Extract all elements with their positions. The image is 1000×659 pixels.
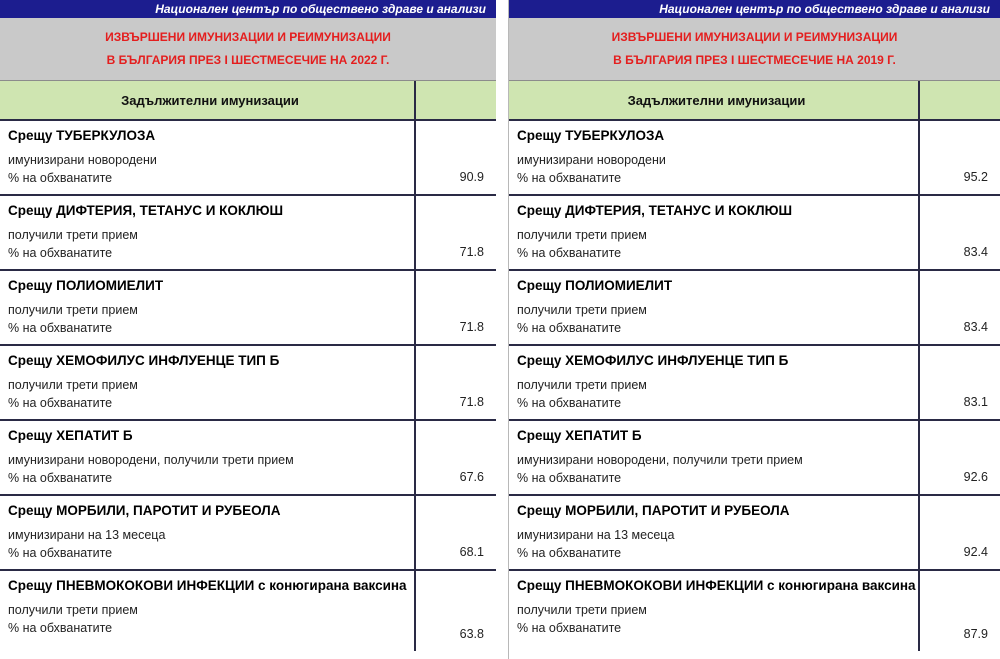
disease-label: ТУБЕРКУЛОЗА xyxy=(565,128,665,143)
disease-label: МОРБИЛИ, ПАРОТИТ И РУБЕОЛА xyxy=(56,503,281,518)
table-row xyxy=(0,196,496,271)
coverage-value: 87.9 xyxy=(963,627,988,641)
table-row xyxy=(0,571,496,651)
disease-name xyxy=(8,578,414,593)
disease-prefix: Срещу xyxy=(517,203,566,218)
table-row xyxy=(509,121,1000,196)
table-row xyxy=(0,421,496,496)
coverage-value: 63.8 xyxy=(459,627,484,641)
coverage-value: 90.9 xyxy=(459,170,484,184)
disease-prefix: Срещу xyxy=(517,503,566,518)
coverage-value: 71.8 xyxy=(459,245,484,259)
report-title-line1: ИЗВЪРШЕНИ ИМУНИЗАЦИИ И РЕИМУНИЗАЦИИ xyxy=(105,30,391,44)
table-row xyxy=(0,346,496,421)
institution-header: Национален център по обществено здраве и анализи xyxy=(509,0,1000,18)
disease-prefix: Срещу xyxy=(517,353,566,368)
disease-prefix: Срещу xyxy=(8,203,57,218)
disease-name xyxy=(517,203,918,218)
coverage-value: 83.1 xyxy=(963,395,988,409)
disease-suffix: с конюгирана ваксина xyxy=(254,578,407,593)
section-label: Задължителни имунизации xyxy=(0,81,416,119)
row-text-cell xyxy=(0,196,416,269)
row-description: имунизирани новородени xyxy=(517,153,666,167)
row-text-cell xyxy=(509,196,920,269)
disease-prefix: Срещу xyxy=(517,428,566,443)
disease-label: МОРБИЛИ, ПАРОТИТ И РУБЕОЛА xyxy=(565,503,790,518)
disease-label: ПОЛИОМИЕЛИТ xyxy=(565,278,673,293)
institution-header: Национален център по обществено здраве и анализи xyxy=(0,0,496,18)
row-description: имунизирани новородени, получили трети прием xyxy=(8,453,294,467)
disease-prefix: Срещу xyxy=(517,278,566,293)
disease-label: ТУБЕРКУЛОЗА xyxy=(56,128,156,143)
row-text-cell xyxy=(0,271,416,344)
table-row xyxy=(509,346,1000,421)
value-column-header xyxy=(920,81,1000,119)
section-label: Задължителни имунизации xyxy=(509,81,920,119)
row-text-cell xyxy=(509,121,920,194)
table-row xyxy=(509,421,1000,496)
disease-label: ХЕПАТИТ Б xyxy=(565,428,642,443)
table-row xyxy=(0,496,496,571)
row-unit: % на обхванатите xyxy=(517,621,622,635)
row-unit: % на обхванатите xyxy=(8,246,113,260)
coverage-value: 71.8 xyxy=(459,395,484,409)
row-description: имунизирани новородени xyxy=(8,153,157,167)
row-description: получили трети прием xyxy=(517,378,647,392)
table-row xyxy=(509,496,1000,571)
report-title-line2: В БЪЛГАРИЯ ПРЕЗ I ШЕСТМЕСЕЧИЕ НА 2022 Г. xyxy=(106,53,390,67)
coverage-value: 92.6 xyxy=(963,470,988,484)
row-text-cell xyxy=(509,346,920,419)
row-unit: % на обхванатите xyxy=(517,246,622,260)
row-description: получили трети прием xyxy=(517,228,647,242)
row-description: имунизирани на 13 месеца xyxy=(8,528,166,542)
row-unit: % на обхванатите xyxy=(8,621,113,635)
row-unit: % на обхванатите xyxy=(517,321,622,335)
row-description: получили трети прием xyxy=(517,303,647,317)
immunization-rows xyxy=(509,121,1000,651)
disease-name xyxy=(517,128,918,143)
disease-prefix: Срещу xyxy=(8,503,57,518)
disease-label: ДИФТЕРИЯ, ТЕТАНУС И КОКЛЮШ xyxy=(565,203,793,218)
row-unit: % на обхванатите xyxy=(517,396,622,410)
disease-name xyxy=(8,278,414,293)
row-description: имунизирани новородени, получили трети прием xyxy=(517,453,803,467)
disease-label: ПНЕВМОКОКОВИ ИНФЕКЦИИ xyxy=(565,578,764,593)
row-text-cell xyxy=(509,271,920,344)
disease-name xyxy=(8,503,414,518)
report-title xyxy=(0,18,496,81)
section-header xyxy=(0,81,496,121)
row-text-cell xyxy=(509,421,920,494)
disease-label: ПНЕВМОКОКОВИ ИНФЕКЦИИ xyxy=(56,578,255,593)
table-row xyxy=(509,196,1000,271)
row-unit: % на обхванатите xyxy=(8,171,113,185)
disease-prefix: Срещу xyxy=(517,128,566,143)
row-unit: % на обхванатите xyxy=(8,396,113,410)
disease-label: ХЕПАТИТ Б xyxy=(56,428,133,443)
row-text-cell xyxy=(0,346,416,419)
table-row xyxy=(0,271,496,346)
disease-prefix: Срещу xyxy=(8,578,57,593)
disease-label: ДИФТЕРИЯ, ТЕТАНУС И КОКЛЮШ xyxy=(56,203,284,218)
coverage-value: 95.2 xyxy=(963,170,988,184)
disease-prefix: Срещу xyxy=(8,128,57,143)
coverage-value: 92.4 xyxy=(963,545,988,559)
coverage-value: 68.1 xyxy=(459,545,484,559)
disease-name xyxy=(517,428,918,443)
disease-label: ПОЛИОМИЕЛИТ xyxy=(56,278,164,293)
row-unit: % на обхванатите xyxy=(517,171,622,185)
report-title-line1: ИЗВЪРШЕНИ ИМУНИЗАЦИИ И РЕИМУНИЗАЦИИ xyxy=(611,30,898,44)
disease-name xyxy=(8,353,414,368)
value-column-header xyxy=(416,81,496,119)
table-panel-2022 xyxy=(0,0,496,659)
row-description: имунизирани на 13 месеца xyxy=(517,528,675,542)
disease-prefix: Срещу xyxy=(8,278,57,293)
section-header xyxy=(509,81,1000,121)
table-panel-2019 xyxy=(508,0,1000,659)
row-description: получили трети прием xyxy=(8,303,138,317)
disease-label: ХЕМОФИЛУС ИНФЛУЕНЦЕ ТИП Б xyxy=(56,353,280,368)
table-row xyxy=(509,571,1000,651)
disease-name xyxy=(8,128,414,143)
disease-name xyxy=(517,503,918,518)
disease-prefix: Срещу xyxy=(8,428,57,443)
row-unit: % на обхванатите xyxy=(8,546,113,560)
immunization-rows xyxy=(0,121,496,651)
row-unit: % на обхванатите xyxy=(517,546,622,560)
report-title xyxy=(509,18,1000,81)
disease-label: ХЕМОФИЛУС ИНФЛУЕНЦЕ ТИП Б xyxy=(565,353,789,368)
coverage-value: 83.4 xyxy=(963,245,988,259)
report-title-line2: В БЪЛГАРИЯ ПРЕЗ I ШЕСТМЕСЕЧИЕ НА 2019 Г. xyxy=(613,53,896,67)
row-text-cell xyxy=(509,571,920,651)
row-text-cell xyxy=(0,571,416,651)
row-unit: % на обхванатите xyxy=(8,321,113,335)
row-description: получили трети прием xyxy=(8,378,138,392)
disease-name xyxy=(517,278,918,293)
coverage-value: 71.8 xyxy=(459,320,484,334)
row-text-cell xyxy=(0,421,416,494)
row-description: получили трети прием xyxy=(8,603,138,617)
row-description: получили трети прием xyxy=(517,603,647,617)
disease-name xyxy=(8,428,414,443)
table-row xyxy=(0,121,496,196)
row-unit: % на обхванатите xyxy=(517,471,622,485)
row-text-cell xyxy=(509,496,920,569)
coverage-value: 83.4 xyxy=(963,320,988,334)
disease-prefix: Срещу xyxy=(8,353,57,368)
row-text-cell xyxy=(0,496,416,569)
disease-name xyxy=(517,353,918,368)
table-row xyxy=(509,271,1000,346)
disease-name xyxy=(8,203,414,218)
row-text-cell xyxy=(0,121,416,194)
disease-suffix: с конюгирана ваксина xyxy=(763,578,916,593)
row-unit: % на обхванатите xyxy=(8,471,113,485)
row-description: получили трети прием xyxy=(8,228,138,242)
disease-name xyxy=(517,578,918,593)
disease-prefix: Срещу xyxy=(517,578,566,593)
coverage-value: 67.6 xyxy=(459,470,484,484)
